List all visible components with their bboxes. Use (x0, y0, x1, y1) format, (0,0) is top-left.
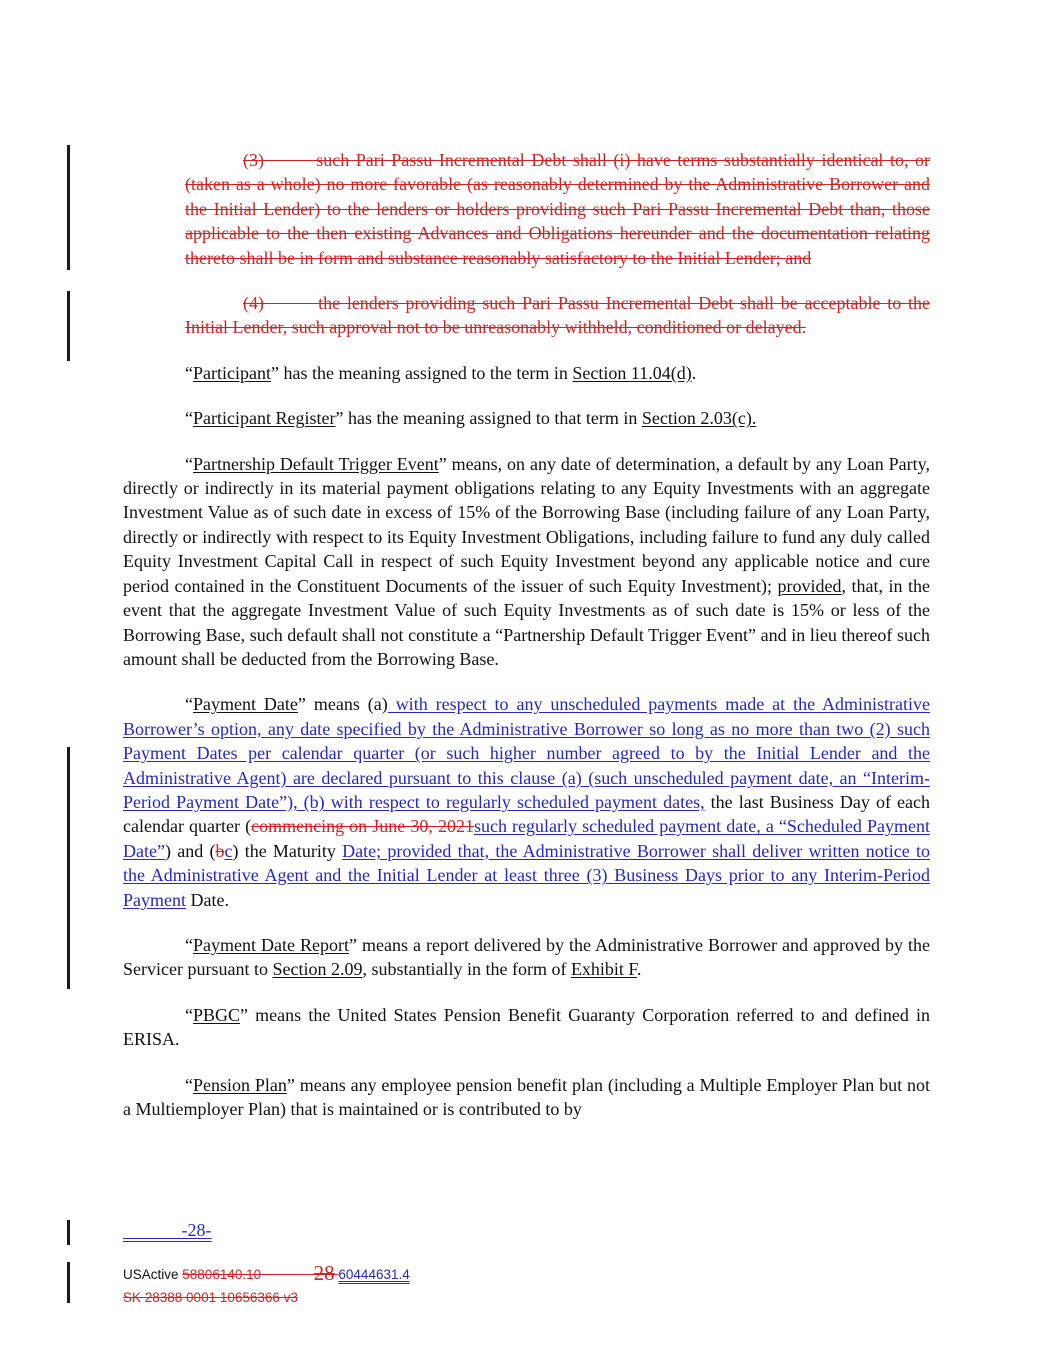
text-run-plain: the last Business Day of each calendar quarter ( (123, 791, 930, 837)
document-footer (123, 1262, 410, 1309)
change-bar-payment-date (67, 747, 70, 989)
text-run-ins2 (123, 1220, 182, 1240)
text-run-del: (3) such Pari Passu Incremental Debt shall (i) have terms substantially identical to, or (taken as a whole) no more favorable (as reasonably determined by the Administrative Borrower and the Initial Lender) to the lenders or holders providing such Pari Passu Incremental Debt than, those applicable to the then existing Advances and Obligations hereunder and the documentation relating thereto shall be in form and substance reasonably satisfactory to the Initial Lender; and (185, 150, 930, 268)
text-run-plain: . (691, 362, 697, 383)
text-run-plain: “ (185, 1004, 193, 1025)
text-run-u: Partnership Default Trigger Event (193, 453, 439, 474)
definition-payment-date-report (123, 933, 930, 982)
deleted-clause-3 (185, 148, 930, 270)
definition-participant-register (123, 406, 930, 430)
footer-doc-id-line (123, 1262, 410, 1286)
text-run-plain: “ (185, 1074, 193, 1095)
text-run-u: Section 2.03(c). (641, 408, 757, 429)
text-run-plain: ) and ( (164, 840, 216, 861)
text-run-plain: ) the Maturity (232, 840, 343, 861)
text-run-plain: ” means any employee pension benefit plan (including a Multiple Employer Plan but not a Multiemployer Plan) that is maintained or is contributed to by (123, 1074, 930, 1119)
text-run-plain: ” means, on any date of determination, a default by any Loan Party, directly or indirectly in its material payment obligations relating to any Equity Investments with an aggregate Investment Value as of such date in excess of 15% of the Borrowing Base (including failure of any Loan Party, directly or indirectly with respect to its Equity Investment Obligations, including failure to fund any duly called Equity Investment Capital Call in respect of such Equity Investment beyond any applicable notice and cure period contained in the Constituent Documents of the issuer of such Equity Investment); (123, 453, 930, 596)
text-run-plain: . (637, 959, 642, 980)
change-bar-doc-id (67, 1262, 70, 1303)
text-run-del: b (215, 840, 225, 861)
text-run-ins: Date; provided that, the Administrative Borrower shall deliver written notice to the Administrative Agent and the Initial Lender at least three (3) Business Days prior to any Interim-Period Payment (123, 840, 930, 910)
text-run-del: SK 28388 0001 10656366 v3 (123, 1290, 298, 1305)
text-run-plain: “ (185, 934, 193, 955)
text-run-plain: USActive (123, 1267, 183, 1282)
definition-pbgc (123, 1003, 930, 1052)
text-run-ins: with respect to any unscheduled payments made at the Administrative Borrower’s option, any date specified by the Administrative Borrower so long as no more than two (2) such Payment Dates per calendar quarter (or such higher number agreed to by the Initial Lender and the Administrative Agent) are declared pursuant to this clause (a) (such unscheduled payment date, an “Interim-Period Payment Date”), (b) with respect to regularly scheduled payment dates, (123, 694, 930, 812)
text-run-plain: ” means a report delivered by the Administrative Borrower and approved by the Servicer pursuant to (123, 934, 930, 980)
text-run-plain: , that, in the event that the aggregate Investment Value of such Equity Investments as of such date is 15% or less of the Borrowing Base, such default shall not constitute a “Partnership Default Trigger Event” and in lieu thereof such amount shall be deducted from the Borrowing Base. (123, 575, 930, 669)
text-run-u: Section 11.04(d) (572, 362, 692, 383)
text-run-plain: “ (185, 453, 193, 474)
text-run-plain: , substantially in the form of (362, 959, 571, 980)
change-bar-page-number (67, 1220, 70, 1245)
text-run-plain: “ (185, 408, 193, 429)
text-run-plain: ” has the meaning assigned to that term in (335, 408, 642, 429)
text-run-del: (4) the lenders providing such Pari Passu Incremental Debt shall be acceptable to the Initial Lender, such approval not to be unreasonably withheld, conditioned or delayed. (185, 293, 930, 338)
change-bar-clause-3 (67, 145, 70, 270)
text-run-ins: c (224, 840, 233, 861)
text-run-ins2: 60444631.4 (338, 1267, 410, 1282)
text-run-plain: Date. (186, 889, 229, 910)
page-number (123, 1218, 212, 1242)
definition-payment-date (123, 692, 930, 912)
deleted-clause-4 (185, 291, 930, 340)
text-run-plain: ” means the United States Pension Benefit Guaranty Corporation referred to and defined in ERISA. (123, 1004, 930, 1050)
text-run-u: Participant (193, 362, 271, 383)
text-run-del: 58806140.10 (182, 1267, 262, 1282)
footer-sk-line (123, 1286, 410, 1309)
definition-pension-plan (123, 1073, 930, 1122)
text-run-u: Payment Date Report (193, 934, 349, 955)
text-run-plain: ” has the meaning assigned to the term in (270, 362, 573, 383)
text-run-u: provided (777, 575, 842, 596)
text-run-u: Exhibit F (570, 959, 638, 980)
text-run-del (261, 1267, 314, 1282)
text-run-ins: such regularly scheduled payment date, a “Scheduled Payment Date” (123, 816, 930, 861)
text-run-delbig: 28 (313, 1261, 335, 1285)
text-run-u: Payment Date (193, 694, 298, 715)
definition-partnership-default-trigger-event (123, 452, 930, 672)
change-bar-clause-4 (67, 291, 70, 361)
text-run-del: commencing on June 30, 2021 (251, 816, 474, 837)
text-run-plain: ” means (a) (297, 694, 388, 715)
text-run-plain: “ (185, 362, 193, 383)
text-run-u: Section 2.09 (272, 959, 363, 980)
text-run-u: Participant Register (193, 408, 336, 429)
document-body (123, 148, 930, 1142)
text-run-u: Pension Plan (193, 1074, 287, 1095)
definition-participant (123, 361, 930, 385)
text-run-ins2: -28- (181, 1220, 212, 1240)
text-run-plain: “ (185, 694, 193, 715)
text-run-u: PBGC (193, 1004, 241, 1025)
